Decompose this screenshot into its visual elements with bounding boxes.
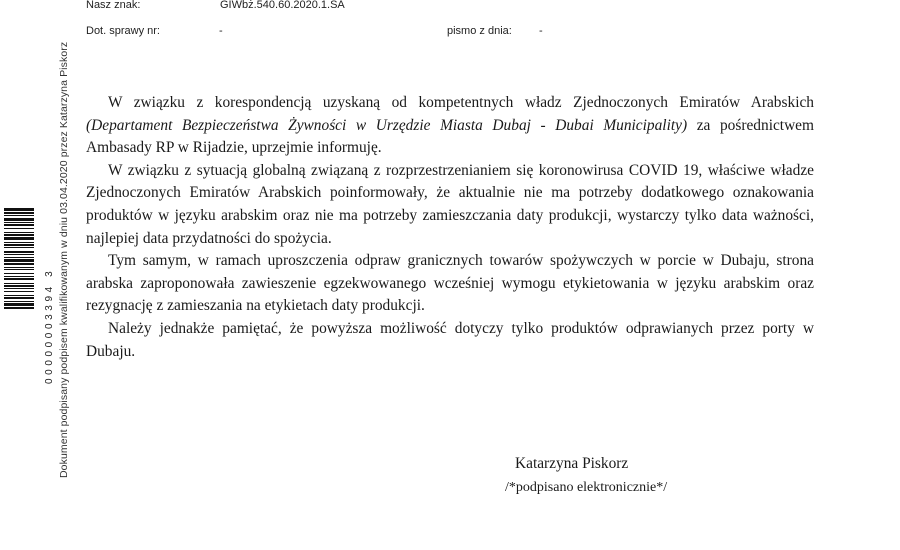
paragraph-1 bbox=[86, 92, 814, 160]
paragraph-1-text-a: W związku z korespondencją uzyskaną od kompetentnych władz Zjednoczonych Emiratów Arabskich bbox=[108, 94, 814, 111]
letter-date-value: - bbox=[539, 25, 543, 37]
our-ref-label: Nasz znak: bbox=[86, 0, 141, 11]
electronic-signature-note: /*podpisano elektronicznie*/ bbox=[505, 480, 668, 495]
barcode bbox=[4, 208, 34, 384]
signer-name: Katarzyna Piskorz bbox=[515, 455, 629, 472]
paragraph-1-text-b: za pośrednictwem Ambasady RP w Rijadzie, uprzejmie informuję. bbox=[86, 116, 814, 157]
paragraph-1-italic: (Departament Bezpieczeństwa Żywności w Urzędzie Miasta Dubaj - Dubai Municipality) bbox=[86, 116, 688, 134]
side-strip bbox=[0, 0, 72, 550]
paragraph-3: Tym samym, w ramach uproszczenia odpraw granicznych towarów spożywczych w porcie w Dubaju, strona arabska zaproponowała zawieszenie egzekwowanego wcześniej wymogu etykietowania w języku arabskim oraz rezygnację z zamieszania na etykietach daty produkcji. bbox=[86, 252, 814, 315]
signed-document-note: Dokument podpisany podpisem kwalifikowanym w dniu 03.04.2020 przez Katarzyna Piskorz bbox=[58, 41, 70, 478]
our-ref-value: GIWbż.540.60.2020.1.SA bbox=[220, 0, 345, 11]
paragraph-4: Należy jednakże pamiętać, że powyższa możliwość dotyczy tylko produktów odprawianych przez porty w Dubaju. bbox=[86, 319, 814, 360]
letter-body bbox=[86, 92, 814, 363]
letter-date-label: pismo z dnia: bbox=[447, 25, 512, 37]
paragraph-2: W związku z sytuacją globalną związaną z rozprzestrzenianiem się koronowirusa COVID 19, właściwe władze Zjednoczonych Emiratów Arabskich poinformowały, że aktualnie nie ma potrzeby dodatkowego oznakowania produktów w języku arabskim oraz nie ma potrzeby zamieszczania daty produkcji, wystarczy tylko data ważności, najlepiej data przydatności do spożycia. bbox=[86, 161, 814, 247]
case-number-value: - bbox=[219, 25, 223, 37]
case-number-label: Dot. sprawy nr: bbox=[86, 25, 160, 37]
barcode-number: 00000003394 3 bbox=[44, 267, 55, 384]
